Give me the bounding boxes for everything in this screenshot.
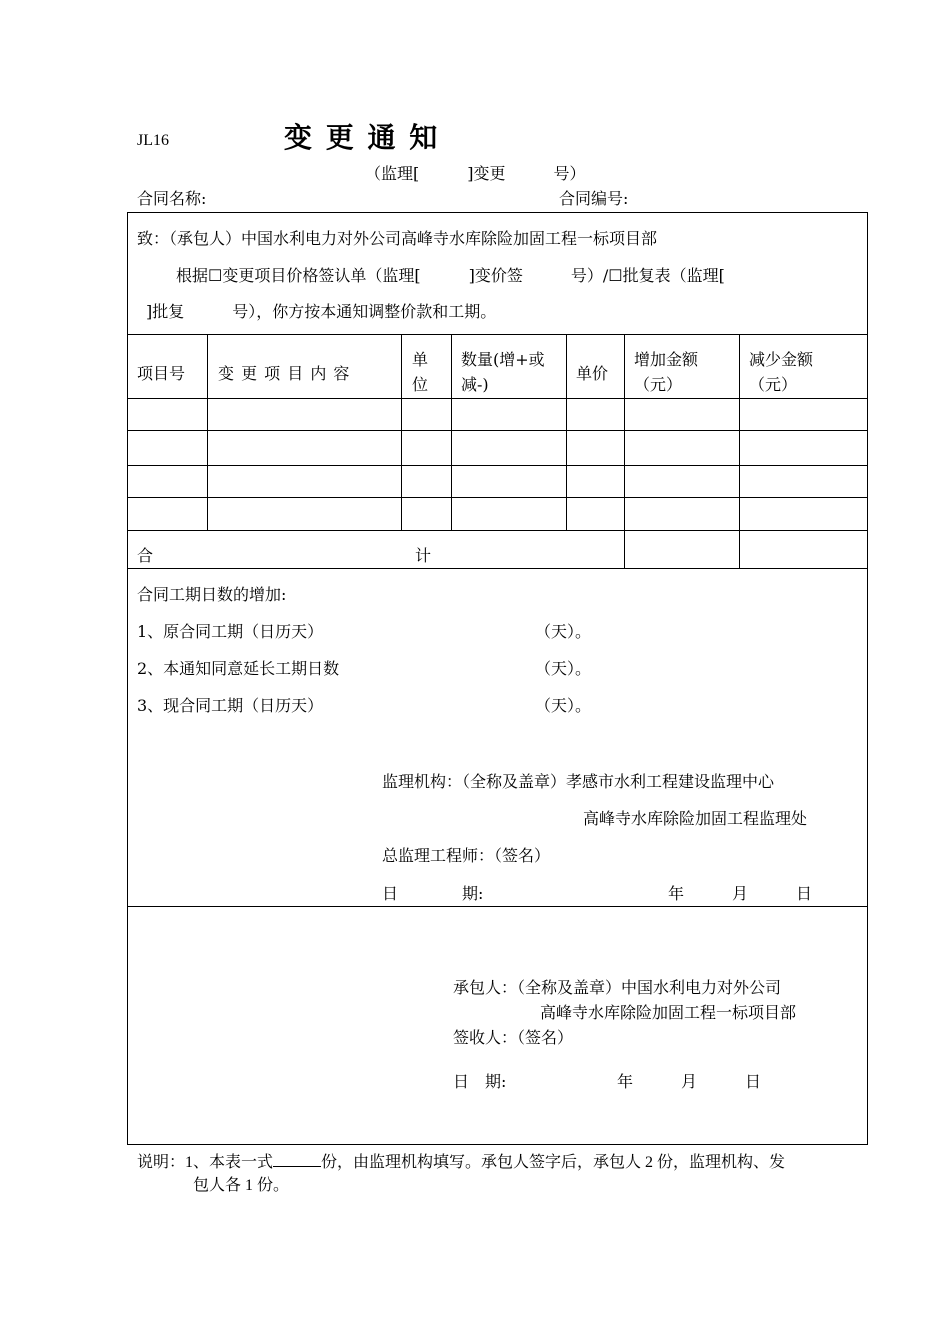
- divider: [127, 465, 868, 466]
- contractor-date-units: 年 月 日: [617, 1072, 762, 1091]
- divider: [127, 430, 868, 431]
- form-code: JL16: [137, 132, 169, 149]
- supervisor-org-dept: 高峰寺水库除险加固工程监理处: [583, 809, 808, 828]
- col-line: [451, 334, 452, 530]
- period-item-current: 3、现合同工期（日历天）: [137, 696, 324, 715]
- period-heading: 合同工期日数的增加:: [137, 585, 287, 604]
- col-line: [207, 334, 208, 530]
- total-label-left: 合: [137, 546, 154, 565]
- copies-blank: [273, 1152, 321, 1167]
- col-header-decrease-l2: （元）: [749, 375, 798, 394]
- col-header-unit-price: 单价: [576, 364, 609, 383]
- page-title: 变 更 通 知: [284, 121, 440, 154]
- divider: [127, 530, 868, 531]
- period-unit: （天）。: [535, 622, 592, 641]
- supervisor-org: 监理机构：（全称及盖章）孝感市水利工程建设监理中心: [382, 772, 775, 791]
- col-header-increase-l2: （元）: [634, 375, 683, 394]
- col-line: [739, 334, 740, 568]
- footnote-line2: 包人各 1 份。: [193, 1177, 290, 1194]
- col-header-qty-l2: 减-): [461, 375, 489, 394]
- instruction-line: ]批复 号），你方按本通知调整价款和工期。: [146, 302, 497, 321]
- col-header-item-no: 项目号: [137, 364, 186, 383]
- addressee: 致：（承包人）中国水利电力对外公司高峰寺水库除险加固工程一标项目部: [137, 229, 658, 248]
- divider: [127, 334, 868, 335]
- contract-no-label: 合同编号:: [559, 189, 629, 208]
- contract-name-label: 合同名称:: [137, 189, 207, 208]
- contractor-org-dept: 高峰寺水库除险加固工程一标项目部: [540, 1003, 797, 1022]
- total-label-right: 计: [415, 546, 432, 565]
- col-header-increase-l1: 增加金额: [634, 350, 699, 369]
- divider: [127, 398, 868, 399]
- basis-line: 根据☐变更项目价格签认单（监理[ ]变价签 号）/☐批复表（监理[: [176, 266, 725, 285]
- col-header-decrease-l1: 减少金额: [749, 350, 814, 369]
- col-header-unit-l2: 位: [412, 375, 429, 394]
- footnote-part2: 份，由监理机构填写。承包人签字后，承包人 2 份，监理机构、发: [321, 1154, 786, 1171]
- col-header-unit-l1: 单: [412, 350, 429, 369]
- col-line: [566, 334, 567, 530]
- footnote-part1: 说明：1、本表一式: [137, 1154, 274, 1171]
- period-item-original: 1、原合同工期（日历天）: [137, 622, 324, 641]
- contractor-date-label: 日 期:: [453, 1072, 507, 1091]
- period-unit: （天）。: [535, 659, 592, 678]
- col-header-content: 变 更 项 目 内 容: [218, 364, 351, 383]
- footnote: [137, 1152, 785, 1173]
- chief-engineer-signature: 总监理工程师：（签名）: [382, 846, 551, 865]
- divider: [127, 906, 868, 907]
- col-header-qty-l1: 数量(增+或: [461, 350, 545, 369]
- period-item-extension: 2、本通知同意延长工期日数: [137, 659, 340, 678]
- supervisor-date-units: 年 月 日: [668, 884, 813, 903]
- receiver-signature: 签收人：（签名）: [453, 1028, 574, 1047]
- contractor-org: 承包人：（全称及盖章）中国水利电力对外公司: [453, 978, 782, 997]
- supervisor-date-label: 日 期:: [382, 884, 484, 903]
- divider: [127, 568, 868, 569]
- period-unit: （天）。: [535, 696, 592, 715]
- divider: [127, 497, 868, 498]
- col-line: [401, 334, 402, 530]
- notice-number: （监理[ ]变更 号）: [365, 164, 586, 183]
- col-line: [624, 334, 625, 568]
